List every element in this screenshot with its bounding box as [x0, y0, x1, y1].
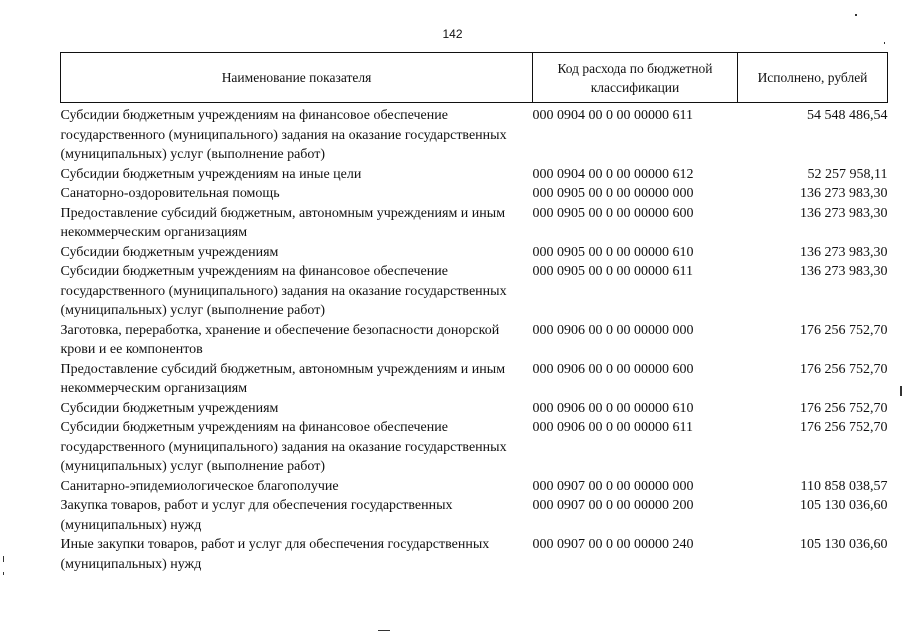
scan-speck [3, 556, 4, 562]
row-name: Заготовка, переработка, хранение и обеспечение безопасности донорской крови и ее компонентов [60, 322, 500, 357]
row-name: Субсидии бюджетным учреждениям на финансовое обеспечение государственного (муниципального) задания на оказание государственных (муниципальных) услуг (выполнение работ) [60, 108, 507, 162]
row-name: Закупка товаров, работ и услуг для обеспечения государственных (муниципальных) нужд [60, 498, 453, 533]
scan-speck [900, 386, 902, 396]
row-amount: 52 257 958,11 [807, 166, 888, 182]
row-amount: 176 256 752,70 [800, 361, 888, 377]
table-row [61, 103, 888, 165]
row-amount: 176 256 752,70 [800, 420, 888, 435]
row-code: 000 0905 00 0 00 00000 610 [532, 244, 694, 260]
row-amount: 136 273 983,30 [800, 244, 888, 260]
row-name: Санитарно-эпидемиологическое благополучие [60, 478, 339, 494]
row-amount: 176 256 752,70 [800, 400, 888, 416]
table-row [61, 418, 888, 477]
header-amount: Исполнено, рублей [738, 53, 888, 103]
row-name: Субсидии бюджетным учреждениям на иные цели [60, 166, 362, 182]
row-code: 000 0905 00 0 00 00000 000 [532, 186, 694, 201]
row-code: 000 0905 00 0 00 00000 611 [532, 264, 693, 279]
table-row [61, 262, 888, 321]
row-name: Иные закупки товаров, работ и услуг для обеспечения государственных (муниципальных) нужд [60, 537, 490, 572]
table-row [61, 204, 888, 243]
row-name: Субсидии бюджетным учреждениям [60, 244, 279, 260]
header-name: Наименование показателя [61, 53, 533, 103]
table-row [61, 477, 888, 497]
table-row [61, 360, 888, 399]
page-number: 142 [442, 27, 463, 41]
budget-table [60, 52, 888, 574]
row-code: 000 0907 00 0 00 00000 200 [532, 498, 694, 513]
row-amount: 136 273 983,30 [800, 186, 888, 201]
table-row [61, 535, 888, 574]
table-row [61, 184, 888, 204]
header-row [61, 53, 888, 103]
row-amount: 110 858 038,57 [800, 478, 888, 494]
row-amount: 136 273 983,30 [800, 205, 888, 221]
table-row [61, 321, 888, 360]
row-amount: 54 548 486,54 [807, 108, 888, 123]
row-name: Субсидии бюджетным учреждениям на финансовое обеспечение государственного (муниципального) задания на оказание государственных (муниципальных) услуг (выполнение работ) [60, 420, 507, 474]
row-amount: 105 130 036,60 [800, 537, 888, 552]
row-amount: 136 273 983,30 [800, 264, 888, 279]
row-code: 000 0904 00 0 00 00000 611 [532, 108, 693, 123]
row-name: Предоставление субсидий бюджетным, автономным учреждениям и иным некоммерческим организациям [60, 205, 506, 240]
table-header [61, 53, 888, 103]
row-name: Предоставление субсидий бюджетным, автономным учреждениям и иным некоммерческим организациям [60, 361, 506, 396]
scan-speck [3, 572, 4, 575]
scan-speck [855, 14, 857, 16]
table-row [61, 496, 888, 535]
table-row [61, 165, 888, 185]
row-amount: 105 130 036,60 [800, 498, 888, 513]
table-row [61, 399, 888, 419]
row-code: 000 0907 00 0 00 00000 000 [532, 478, 694, 494]
row-code: 000 0906 00 0 00 00000 000 [532, 322, 694, 338]
row-name: Субсидии бюджетным учреждениям [60, 400, 279, 416]
row-code: 000 0905 00 0 00 00000 600 [532, 205, 694, 221]
row-code: 000 0906 00 0 00 00000 611 [532, 420, 693, 435]
table-body [61, 103, 888, 575]
scan-speck [884, 42, 885, 44]
row-name: Субсидии бюджетным учреждениям на финансовое обеспечение государственного (муниципального) задания на оказание государственных (муниципальных) услуг (выполнение работ) [60, 264, 507, 318]
row-code: 000 0907 00 0 00 00000 240 [532, 537, 694, 552]
header-code: Код расхода по бюджетной классификации [533, 53, 738, 103]
row-name: Санаторно-оздоровительная помощь [60, 186, 280, 201]
scan-speck [378, 630, 390, 631]
row-code: 000 0906 00 0 00 00000 610 [532, 400, 694, 416]
row-code: 000 0904 00 0 00 00000 612 [532, 166, 694, 182]
row-code: 000 0906 00 0 00 00000 600 [532, 361, 694, 377]
table-row [61, 243, 888, 263]
row-amount: 176 256 752,70 [800, 322, 888, 338]
